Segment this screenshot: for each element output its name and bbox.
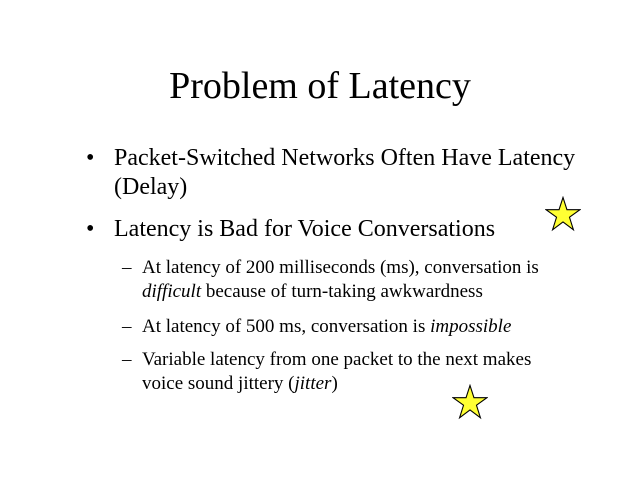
bullet-line: Latency is Bad for Voice Conversations — [114, 216, 496, 242]
bullet-line: (Delay) — [114, 174, 188, 200]
emphasis-text: impossible — [430, 316, 512, 337]
subbullet-line — [142, 372, 602, 396]
bullet-line: Packet-Switched Networks Often Have Latency — [114, 145, 576, 171]
slide-title: Problem of Latency — [169, 65, 471, 107]
emphasis-text: difficult — [142, 281, 202, 302]
bullet-marker: • — [86, 216, 95, 242]
subbullet-text — [142, 315, 602, 339]
subbullet-text — [142, 348, 602, 396]
bullet-text — [114, 144, 614, 202]
subbullet-marker: – — [122, 349, 132, 370]
emphasis-text: jitter — [294, 373, 332, 394]
subbullet-line — [142, 315, 602, 339]
subbullet-text — [142, 256, 602, 304]
subbullet-marker: – — [122, 257, 132, 278]
subbullet-line-pre: voice sound jittery ( — [142, 373, 295, 394]
star-icon — [545, 196, 581, 232]
subbullet-line — [142, 280, 602, 304]
subbullet-line: At latency of 200 milliseconds (ms), conversation is — [142, 257, 539, 278]
bullet-text — [114, 215, 614, 244]
subbullet-line-rest: because of turn-taking awkwardness — [201, 281, 483, 302]
bullet-marker: • — [86, 145, 95, 171]
subbullet-line-post: ) — [331, 373, 338, 394]
star-icon — [452, 384, 488, 420]
subbullet-line: Variable latency from one packet to the next makes — [142, 349, 532, 370]
subbullet-line-pre: At latency of 500 ms, conversation is — [142, 316, 431, 337]
subbullet-marker: – — [122, 316, 132, 337]
